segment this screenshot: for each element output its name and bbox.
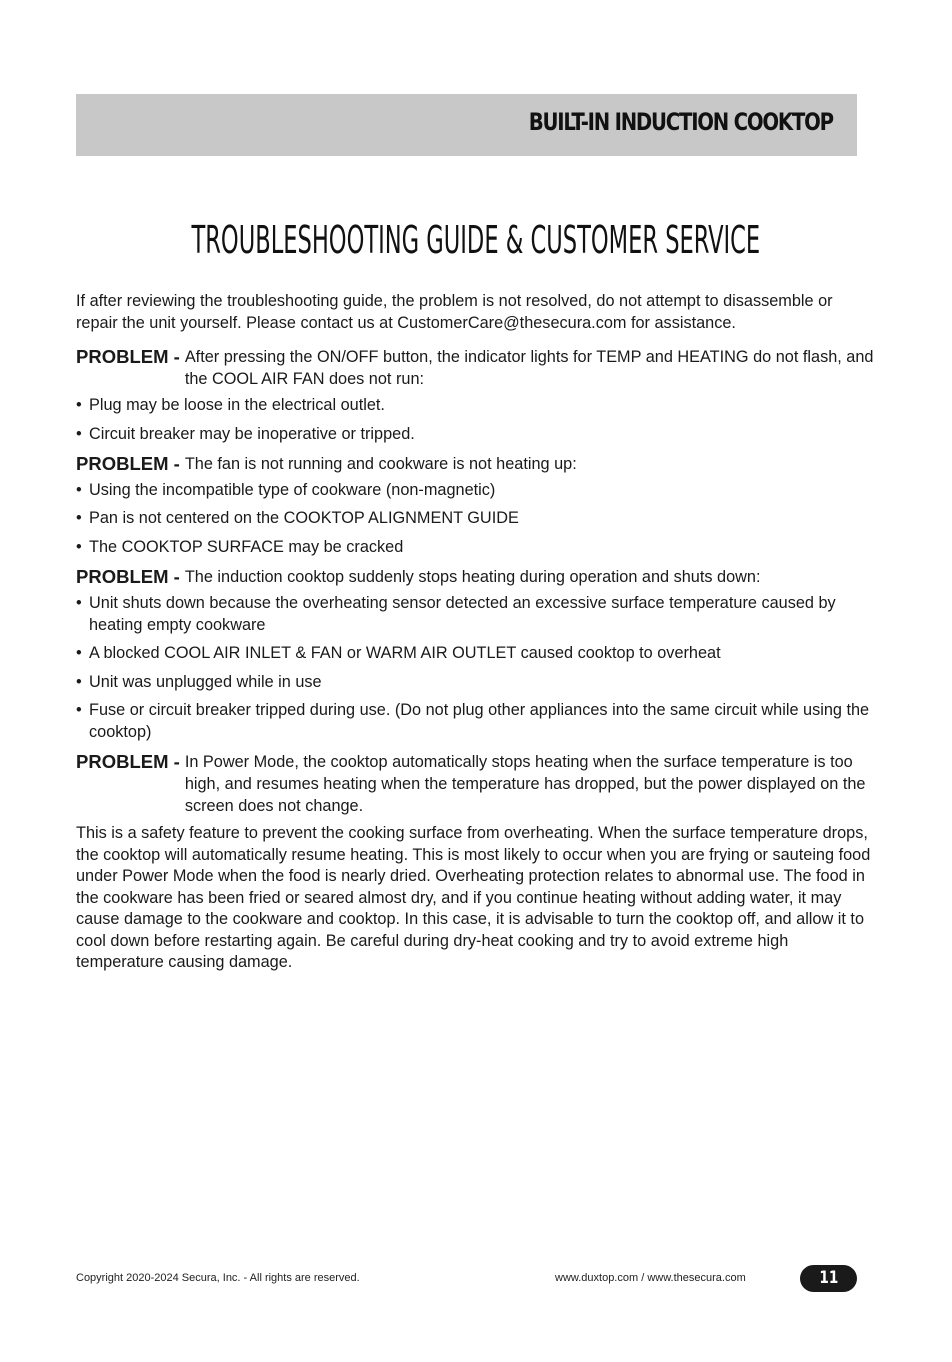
bullet-item: • Using the incompatible type of cookware (non-magnetic)	[76, 479, 876, 501]
intro-paragraph: If after reviewing the troubleshooting guide, the problem is not resolved, do not attempt to disassemble or repair the unit yourself. Please contact us at CustomerCare@thesecura.com for assistance.	[76, 292, 833, 332]
problem-section	[76, 453, 876, 558]
problem-section	[76, 751, 876, 817]
problem-label: PROBLEM -	[76, 452, 180, 474]
bullet-item: • The COOKTOP SURFACE may be cracked	[76, 536, 876, 558]
bullet-list	[76, 394, 876, 445]
bullet-list	[76, 479, 876, 558]
problem-section	[76, 566, 876, 744]
problem-label: PROBLEM -	[76, 565, 180, 587]
page-number-badge	[800, 1265, 857, 1292]
header-title: BUILT-IN INDUCTION COOKTOP	[528, 108, 833, 136]
problem-section	[76, 346, 876, 445]
problem-text: After pressing the ON/OFF button, the indicator lights for TEMP and HEATING do not flash, and the COOL AIR FAN does not run:	[184, 348, 874, 388]
problem-label: PROBLEM -	[76, 346, 180, 367]
explanation-paragraph: This is a safety feature to prevent the cooking surface from overheating. When the surface temperature drops, the cooktop will automatically resume heating. This is most likely to occur when you are frying or sauteing food under Power Mode when the food is nearly dried. Overheating protection relates to abnormal use. The food in the cookware has been fried or seared almost dry, and if you continue heating without adding water, it may cause damage to the cookware and cooktop. In this case, it is advisable to turn the cooktop off, and allow it to cool down before restarting again. Be careful during dry-heat cooking and try to avoid extreme high temperature causing damage.	[76, 824, 871, 971]
page-number: 11	[819, 1268, 838, 1288]
bullet-item: • Pan is not centered on the COOKTOP ALIGNMENT GUIDE	[76, 507, 876, 529]
page-title-text: TROUBLESHOOTING GUIDE & CUSTOMER SERVICE	[191, 218, 761, 262]
bullet-list	[76, 592, 876, 744]
bullet-item: • Plug may be loose in the electrical outlet.	[76, 394, 876, 416]
footer-websites: www.duxtop.com / www.thesecura.com	[555, 1272, 746, 1284]
footer-copyright: Copyright 2020-2024 Secura, Inc. - All rights are reserved.	[76, 1272, 360, 1284]
problem-text: The fan is not running and cookware is not heating up:	[184, 454, 577, 473]
problem-text: In Power Mode, the cooktop automatically stops heating when the surface temperature is too high, and resumes heating when the temperature has dropped, but the power displayed on the screen does not change.	[184, 753, 866, 815]
bullet-item: • Unit was unplugged while in use	[76, 671, 876, 693]
problem-label: PROBLEM -	[76, 751, 180, 772]
bullet-item: • Unit shuts down because the overheating sensor detected an excessive surface temperature caused by heating empty cookware	[76, 592, 876, 636]
content	[76, 290, 876, 974]
page-title	[0, 218, 952, 262]
bullet-item: • Circuit breaker may be inoperative or tripped.	[76, 423, 876, 445]
header-band	[76, 94, 857, 156]
bullet-item: • Fuse or circuit breaker tripped during use. (Do not plug other appliances into the same circuit while using the cooktop)	[76, 699, 876, 743]
bullet-item: • A blocked COOL AIR INLET & FAN or WARM AIR OUTLET caused cooktop to overheat	[76, 642, 876, 664]
problem-text: The induction cooktop suddenly stops heating during operation and shuts down:	[184, 567, 761, 586]
